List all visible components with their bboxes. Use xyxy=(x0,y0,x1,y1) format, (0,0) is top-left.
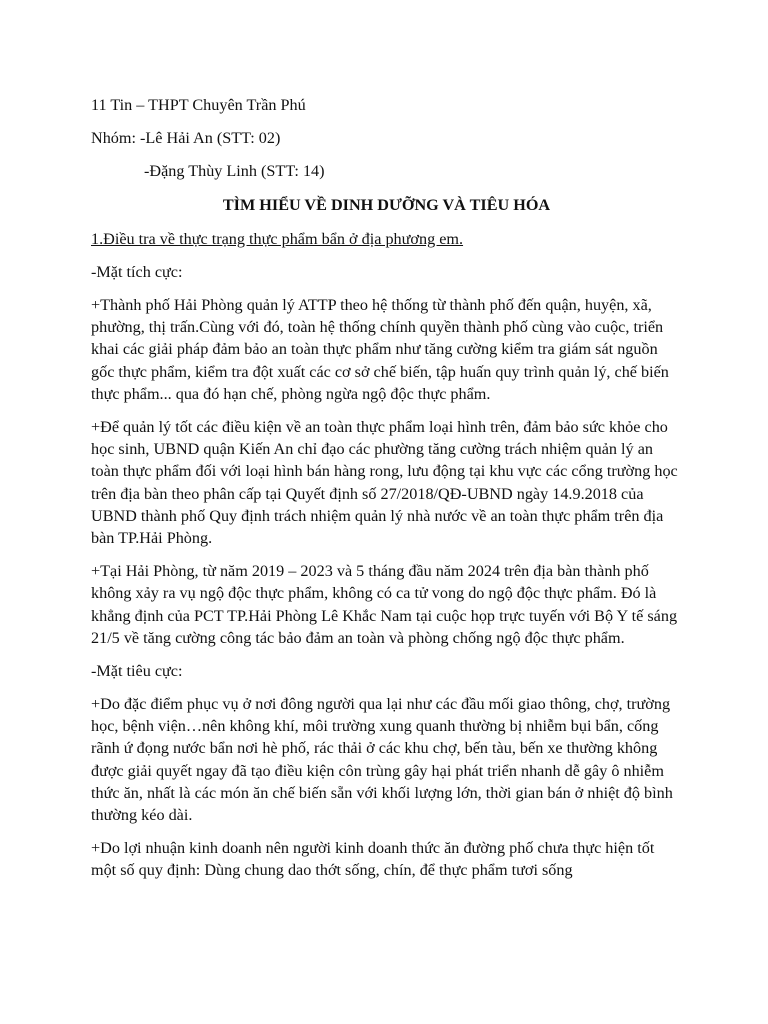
section-heading: 1.Điều tra về thực trạng thực phẩm bẩn ở địa phương em. xyxy=(91,230,464,248)
document-title: TÌM HIỂU VỀ DINH DƯỠNG VÀ TIÊU HÓA xyxy=(222,196,551,214)
paragraph: +Để quản lý tốt các điều kiện về an toàn thực phẩm loại hình trên, đảm bảo sức khỏe cho học sinh, UBND quận Kiến An chỉ đạo các phường tăng cường trách nhiệm quản lý an toàn thực phẩm đối với loại hình bán hàng rong, lưu động tại khu vực các cổng trường học trên địa bàn theo phân cấp tại Quyết định số 27/2018/QĐ-UBND ngày 14.9.2018 của UBND thành phố Quy định trách nhiệm quản lý nhà nước về an toàn thực phẩm trên địa bàn TP.Hải Phòng. xyxy=(91,418,678,548)
paragraph: +Tại Hải Phòng, từ năm 2019 – 2023 và 5 tháng đầu năm 2024 trên địa bàn thành phố không xảy ra vụ ngộ độc thực phẩm, không có ca tử vong do ngộ độc thực phẩm. Đó là khẳng định của PCT TP.Hải Phòng Lê Khắc Nam tại cuộc họp trực tuyến với Bộ Y tế sáng 21/5 về tăng cường công tác bảo đảm an toàn và phòng chống ngộ độc thực phẩm. xyxy=(91,562,678,647)
paragraph: +Do đặc điểm phục vụ ở nơi đông người qua lại như các đầu mối giao thông, chợ, trường học, bệnh viện…nên không khí, môi trường xung quanh thường bị nhiễm bụi bẩn, cống rãnh ứ đọng nước bẩn nơi hè phố, rác thải ở các khu chợ, bến tàu, bến xe thường không được giải quyết ngay đã tạo điều kiện côn trùng gây hại phát triển nhanh dễ gây ô nhiễm thức ăn, nhất là các món ăn chế biến sẵn với khối lượng lớn, thời gian bán ở nhiệt độ bình thường kéo dài. xyxy=(91,695,673,825)
positive-label: -Mặt tích cực: xyxy=(91,263,183,281)
class-school-line: 11 Tin – THPT Chuyên Trần Phú xyxy=(91,96,306,114)
paragraph: +Thành phố Hải Phòng quản lý ATTP theo hệ thống từ thành phố đến quận, huyện, xã, phường, thị trấn.Cùng với đó, toàn hệ thống chính quyền thành phố cùng vào cuộc, triển khai các giải pháp đảm bảo an toàn thực phẩm như tăng cường kiểm tra giám sát nguồn gốc thực phẩm, kiểm tra đột xuất các cơ sở chế biến, tập huấn quy trình quản lý, chế biến thực phẩm... qua đó hạn chế, phòng ngừa ngộ độc thực phẩm. xyxy=(91,296,669,403)
negative-label: -Mặt tiêu cực: xyxy=(91,662,183,681)
group-member-line: -Đặng Thùy Linh (STT: 14) xyxy=(144,162,325,180)
paragraph: +Do lợi nhuận kinh doanh nên người kinh doanh thức ăn đường phố chưa thực hiện tốt một số quy định: Dùng chung dao thớt sống, chín, để thực phẩm tươi sống xyxy=(91,839,655,880)
group-line: Nhóm: -Lê Hải An (STT: 02) xyxy=(91,129,281,147)
